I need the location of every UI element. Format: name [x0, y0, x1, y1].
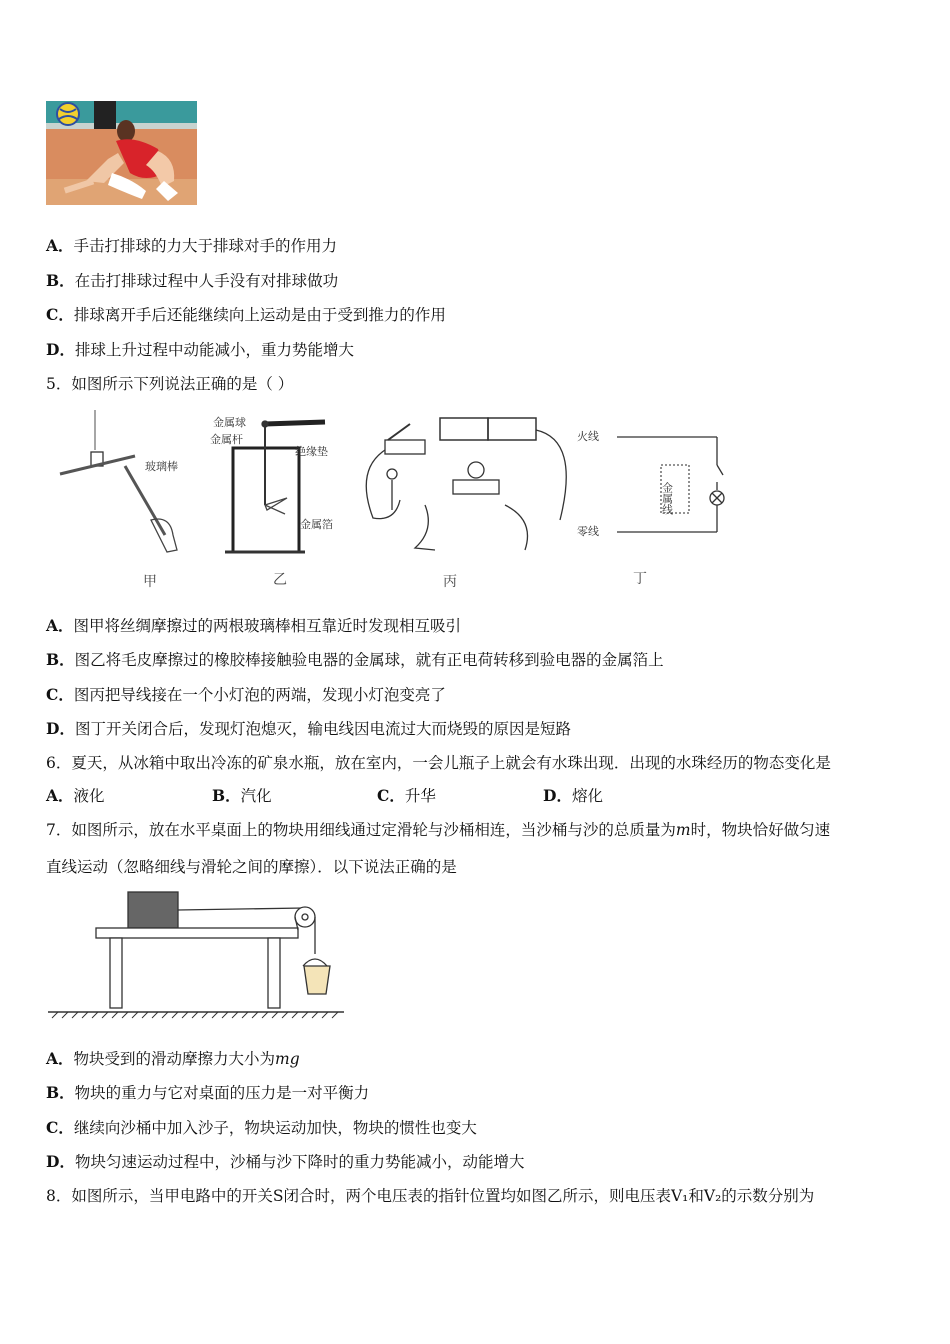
q7-option-d: D．物块匀速运动过程中，沙桶与沙下降时的重力势能减小，动能增大 [46, 1152, 525, 1171]
q7-stem-line2: 直线运动（忽略细线与滑轮之间的摩擦）．以下说法正确的是 [46, 858, 457, 876]
q8-stem: 8．如图所示，当甲电路中的开关S闭合时，两个电压表的指针位置均如图乙所示，则电压表V₁和V₂的示数分别为 [46, 1187, 815, 1205]
fig-label-bing: 丙 [443, 574, 457, 590]
fig-label-jia: 甲 [143, 574, 157, 590]
q5-stem: 5．如图所示下列说法正确的是（ ） [46, 375, 294, 393]
q7-option-c: C．继续向沙桶中加入沙子，物块运动加快，物块的惯性也变大 [46, 1118, 477, 1137]
insulator-label: 绝缘垫 [295, 445, 328, 458]
neutral-wire-label: 零线 [577, 525, 599, 538]
q7-figure [48, 890, 348, 1022]
metal-ball-label: 金属球 [213, 416, 246, 429]
q6-option-a: A．液化 [46, 786, 105, 805]
q7-option-b: B．物块的重力与它对桌面的压力是一对平衡力 [46, 1083, 370, 1102]
live-wire-label: 火线 [577, 430, 599, 443]
fig-label-ding: 丁 [633, 571, 647, 587]
q6-option-c: C．升华 [377, 786, 436, 805]
metal-rod-label: 金属杆 [210, 433, 243, 446]
metal-wire-label: 金属线 [660, 482, 674, 515]
volleyball-photo [46, 101, 197, 205]
q5-option-d: D．图丁开关闭合后，发现灯泡熄灭，输电线因电流过大而烧毁的原因是短路 [46, 719, 571, 738]
glass-rod-label: 玻璃棒 [145, 460, 178, 473]
q5-option-b: B．图乙将毛皮摩擦过的橡胶棒接触验电器的金属球，就有正电荷转移到验电器的金属箔上 [46, 650, 664, 669]
metal-foil-label: 金属箔 [300, 518, 333, 531]
q7-option-a: A．物块受到的滑动摩擦力大小为mg [46, 1049, 300, 1068]
q5-figure [55, 410, 735, 595]
q4-option-a: A．手击打排球的力大于排球对手的作用力 [46, 236, 338, 255]
q5-option-c: C．图丙把导线接在一个小灯泡的两端，发现小灯泡变亮了 [46, 685, 446, 704]
q5-option-a: A．图甲将丝绸摩擦过的两根玻璃棒相互靠近时发现相互吸引 [46, 616, 462, 635]
q6-option-d: D．熔化 [543, 786, 603, 805]
q4-option-c: C．排球离开手后还能继续向上运动是由于受到推力的作用 [46, 305, 446, 324]
q4-option-d: D．排球上升过程中动能减小，重力势能增大 [46, 340, 354, 359]
q6-option-b: B．汽化 [212, 786, 272, 805]
q7-stem-line1: 7．如图所示，放在水平桌面上的物块用细线通过定滑轮与沙桶相连，当沙桶与沙的总质量为m时，物块恰好做匀速 [46, 821, 831, 839]
q4-option-b: B．在击打排球过程中人手没有对排球做功 [46, 271, 339, 290]
fig-label-yi: 乙 [273, 572, 287, 588]
q6-stem: 6．夏天，从冰箱中取出冷冻的矿泉水瓶，放在室内，一会儿瓶子上就会有水珠出现．出现的水珠经历的物态变化是 [46, 754, 831, 772]
